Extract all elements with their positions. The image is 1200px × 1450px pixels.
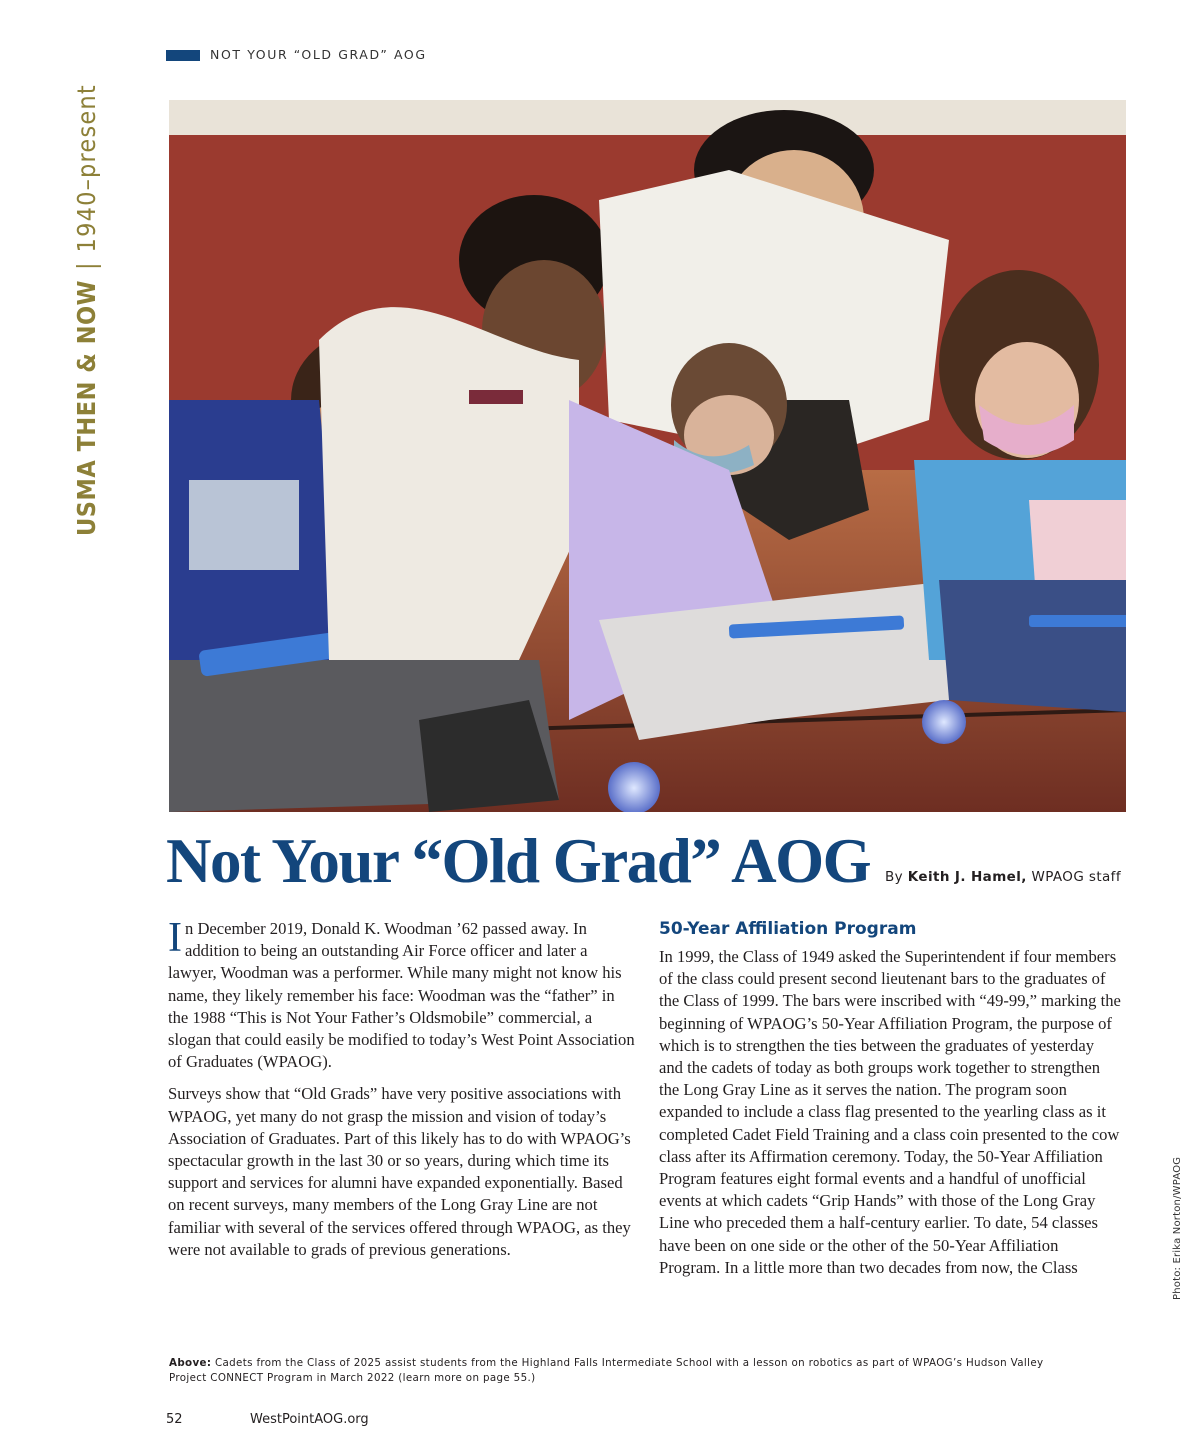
body-column-right (659, 918, 1121, 1289)
photo-credit: Photo: Erika Norton/WPAOG (1172, 1156, 1183, 1300)
section-subhead: 50-Year Affiliation Program (659, 919, 917, 939)
byline (885, 869, 1121, 885)
body-paragraph (168, 915, 636, 1073)
byline-suffix: WPAOG staff (1031, 869, 1121, 885)
side-section-label (72, 84, 102, 536)
caption-lead: Above: (169, 1357, 212, 1369)
feature-photo (169, 100, 1126, 812)
section-color-bar (166, 50, 200, 61)
side-label-span: 1940–present (72, 84, 101, 253)
side-label-separator: | (72, 262, 101, 271)
photo-caption (169, 1356, 1069, 1386)
byline-author: Keith J. Hamel, (907, 869, 1027, 885)
paragraph-text: n December 2019, Donald K. Woodman ’62 passed away. In addition to being an outstanding Air Force officer and later a lawyer, Woodman was a performer. While many might not know his name, they likely remember his face: Woodman was the “father” in the 1988 “This is Not Your Father’s Oldsmobile” commercial, a slogan that could easily be modified to today’s West Point Association of Graduates (WPAOG). (168, 919, 635, 1072)
caption-text: Cadets from the Class of 2025 assist students from the Highland Falls Intermediate School with a lesson on robotics as part of WPAOG’s Hudson Valley Project CONNECT Program in March 2022 (learn more on page 55.) (169, 1357, 1044, 1384)
side-label-series: USMA THEN & NOW (72, 280, 101, 536)
body-column-left (168, 915, 636, 1271)
website-link[interactable]: WestPointAOG.org (250, 1412, 369, 1427)
page-number: 52 (166, 1412, 183, 1427)
byline-prefix: By (885, 869, 904, 885)
running-head: NOT YOUR “OLD GRAD” AOG (210, 47, 427, 62)
body-paragraph: Surveys show that “Old Grads” have very positive associations with WPAOG, yet many do not grasp the mission and vision of today’s Association of Graduates. Part of this likely has to do with WPAOG’s spectacular growth in the last 30 or so years, during which time its support and services for alumni have expanded exponentially. Based on recent surveys, many members of the Long Gray Line are not familiar with several of the services offered through WPAOG, as they were not available to grads of previous generations. (168, 1084, 631, 1259)
drop-cap: I (168, 915, 182, 961)
article-title: Not Your “Old Grad” AOG (166, 826, 871, 896)
body-paragraph: In 1999, the Class of 1949 asked the Superintendent if four members of the class could present second lieutenant bars to the graduates of the Class of 1999. The bars were inscribed with “49-99,” marking the beginning of WPAOG’s 50-Year Affiliation Program, the purpose of which is to strengthen the ties between the graduates of yesterday and the cadets of today as both groups work together to strengthen the Long Gray Line as it serves the nation. The program soon expanded to include a class flag presented to the yearling class as it completed Cadet Field Training and a class coin presented to the cow class after its Affirmation ceremony. Today, the 50-Year Affiliation Program features eight formal events and a handful of unofficial events at which cadets “Grip Hands” with those of the Long Gray Line who preceded them a half-century earlier. To date, 54 classes have been on one side or the other of the 50-Year Affiliation Program. In a little more than two decades from now, the Class (659, 947, 1121, 1277)
